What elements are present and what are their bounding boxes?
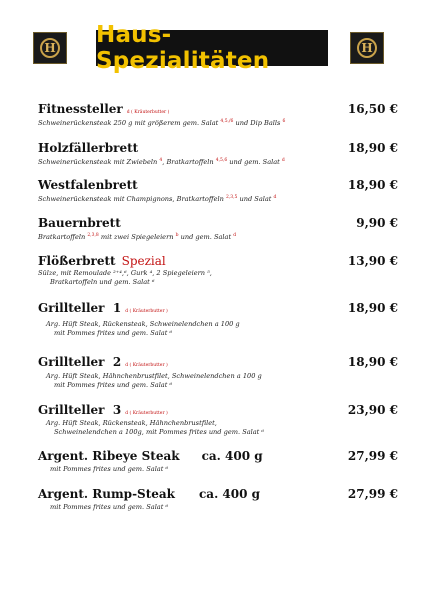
item-price: 13,90 €: [347, 254, 398, 268]
item-name: Holzfällerbrett: [38, 141, 139, 155]
item-description: Schweinerückensteak mit Zwiebeln $^4$, Bratkartoffeln $^{4,5,6}$ und gem. Salat $^d$: [38, 158, 285, 167]
item-description: Schweinerückensteak mit Champignons, Bratkartoffeln $^{2,3,5}$ und Salat $^d$: [38, 195, 277, 204]
item-name: Grillteller 2: [38, 355, 122, 369]
item-description: Schweinelendchen a 100g, mit Pommes frites und gem. Salat ⁶: [54, 428, 265, 436]
menu-item-westfalenbrett: [38, 178, 398, 203]
menu-item-grillteller-3: [38, 403, 398, 436]
item-description: Arg. Hüft Steak, Rückensteak, Hähnchenbrustfilet,: [46, 419, 217, 427]
item-name: Argent. Ribeye Steak: [38, 449, 180, 463]
item-name: Bauernbrett: [38, 216, 121, 230]
item-description: Bratkartoffeln und gem. Salat ⁶: [50, 278, 155, 286]
item-name: Grillteller 1: [38, 301, 122, 315]
item-weight: ca. 400 g: [201, 449, 263, 463]
item-name: Fitnessteller: [38, 102, 123, 116]
item-price: 18,90 €: [347, 141, 398, 155]
item-name: Westfalenbrett: [38, 178, 138, 192]
item-price: 9,90 €: [356, 216, 398, 230]
item-price: 18,90 €: [347, 301, 398, 315]
item-price: 27,99 €: [347, 449, 398, 463]
menu-item-grillteller-1: [38, 301, 398, 337]
menu-item-holzfaellerbrett: [38, 141, 398, 166]
spezial-label: Spezial: [121, 254, 166, 268]
item-description: Schweinerückensteak 250 g mit größerem gem. Salat $^{4,5,/6}$ und Dip Balls $^6$: [38, 119, 286, 128]
item-tag: d ( Kräuterbutter ): [125, 309, 168, 314]
item-name: Argent. Rump-Steak: [38, 487, 175, 501]
item-price: 18,90 €: [347, 355, 398, 369]
item-tag: d ( Kräuterbutter ): [125, 363, 168, 368]
item-description: Bratkartoffeln $^{2,3,8}$ mit zwei Spiegeleiern $^b$ und gem. Salat $^d$: [38, 233, 237, 242]
item-name: Flößerbrett: [38, 254, 116, 268]
item-tag: d ( Kräuterbutter ): [125, 411, 168, 416]
menu-item-fitnessteller: [38, 102, 398, 127]
item-description: mit Pommes frites und gem. Salat ⁶: [54, 381, 173, 389]
menu-item-bauernbrett: [38, 216, 398, 241]
h-emblem-icon: H: [357, 38, 377, 58]
item-description: mit Pommes frites und gem. Salat ⁶: [50, 465, 169, 473]
item-tag: d ( Kräuterbutter ): [126, 110, 170, 115]
page-title: Haus-Spezialitäten: [96, 30, 328, 66]
item-description: mit Pommes frites und gem. Salat ⁶: [54, 329, 173, 337]
item-description: Arg. Hüft Steak, Rückensteak, Schweinelendchen a 100 g: [46, 320, 240, 328]
item-price: 23,90 €: [347, 403, 398, 417]
item-price: 27,99 €: [347, 487, 398, 501]
item-description: Sülze, mit Remoulade ²⁺⁴,⁶, Gurk ⁴, 2 Spiegeleiern ⁵,: [38, 269, 212, 277]
menu-item-floesserbrett: [38, 254, 398, 286]
item-price: 16,50 €: [347, 102, 398, 116]
menu-item-grillteller-2: [38, 355, 398, 389]
item-description: mit Pommes frites und gem. Salat ⁶: [50, 503, 169, 511]
item-weight: ca. 400 g: [198, 487, 261, 501]
item-description: Arg. Hüft Steak, Hähnchenbrustfilet, Schweinelendchen a 100 g: [46, 372, 262, 380]
menu-item-rump-steak: [38, 487, 398, 511]
item-price: 18,90 €: [347, 178, 398, 192]
item-name: Grillteller 3: [38, 403, 122, 417]
menu-item-ribeye-steak: [38, 449, 398, 473]
h-emblem-icon: H: [40, 38, 60, 58]
